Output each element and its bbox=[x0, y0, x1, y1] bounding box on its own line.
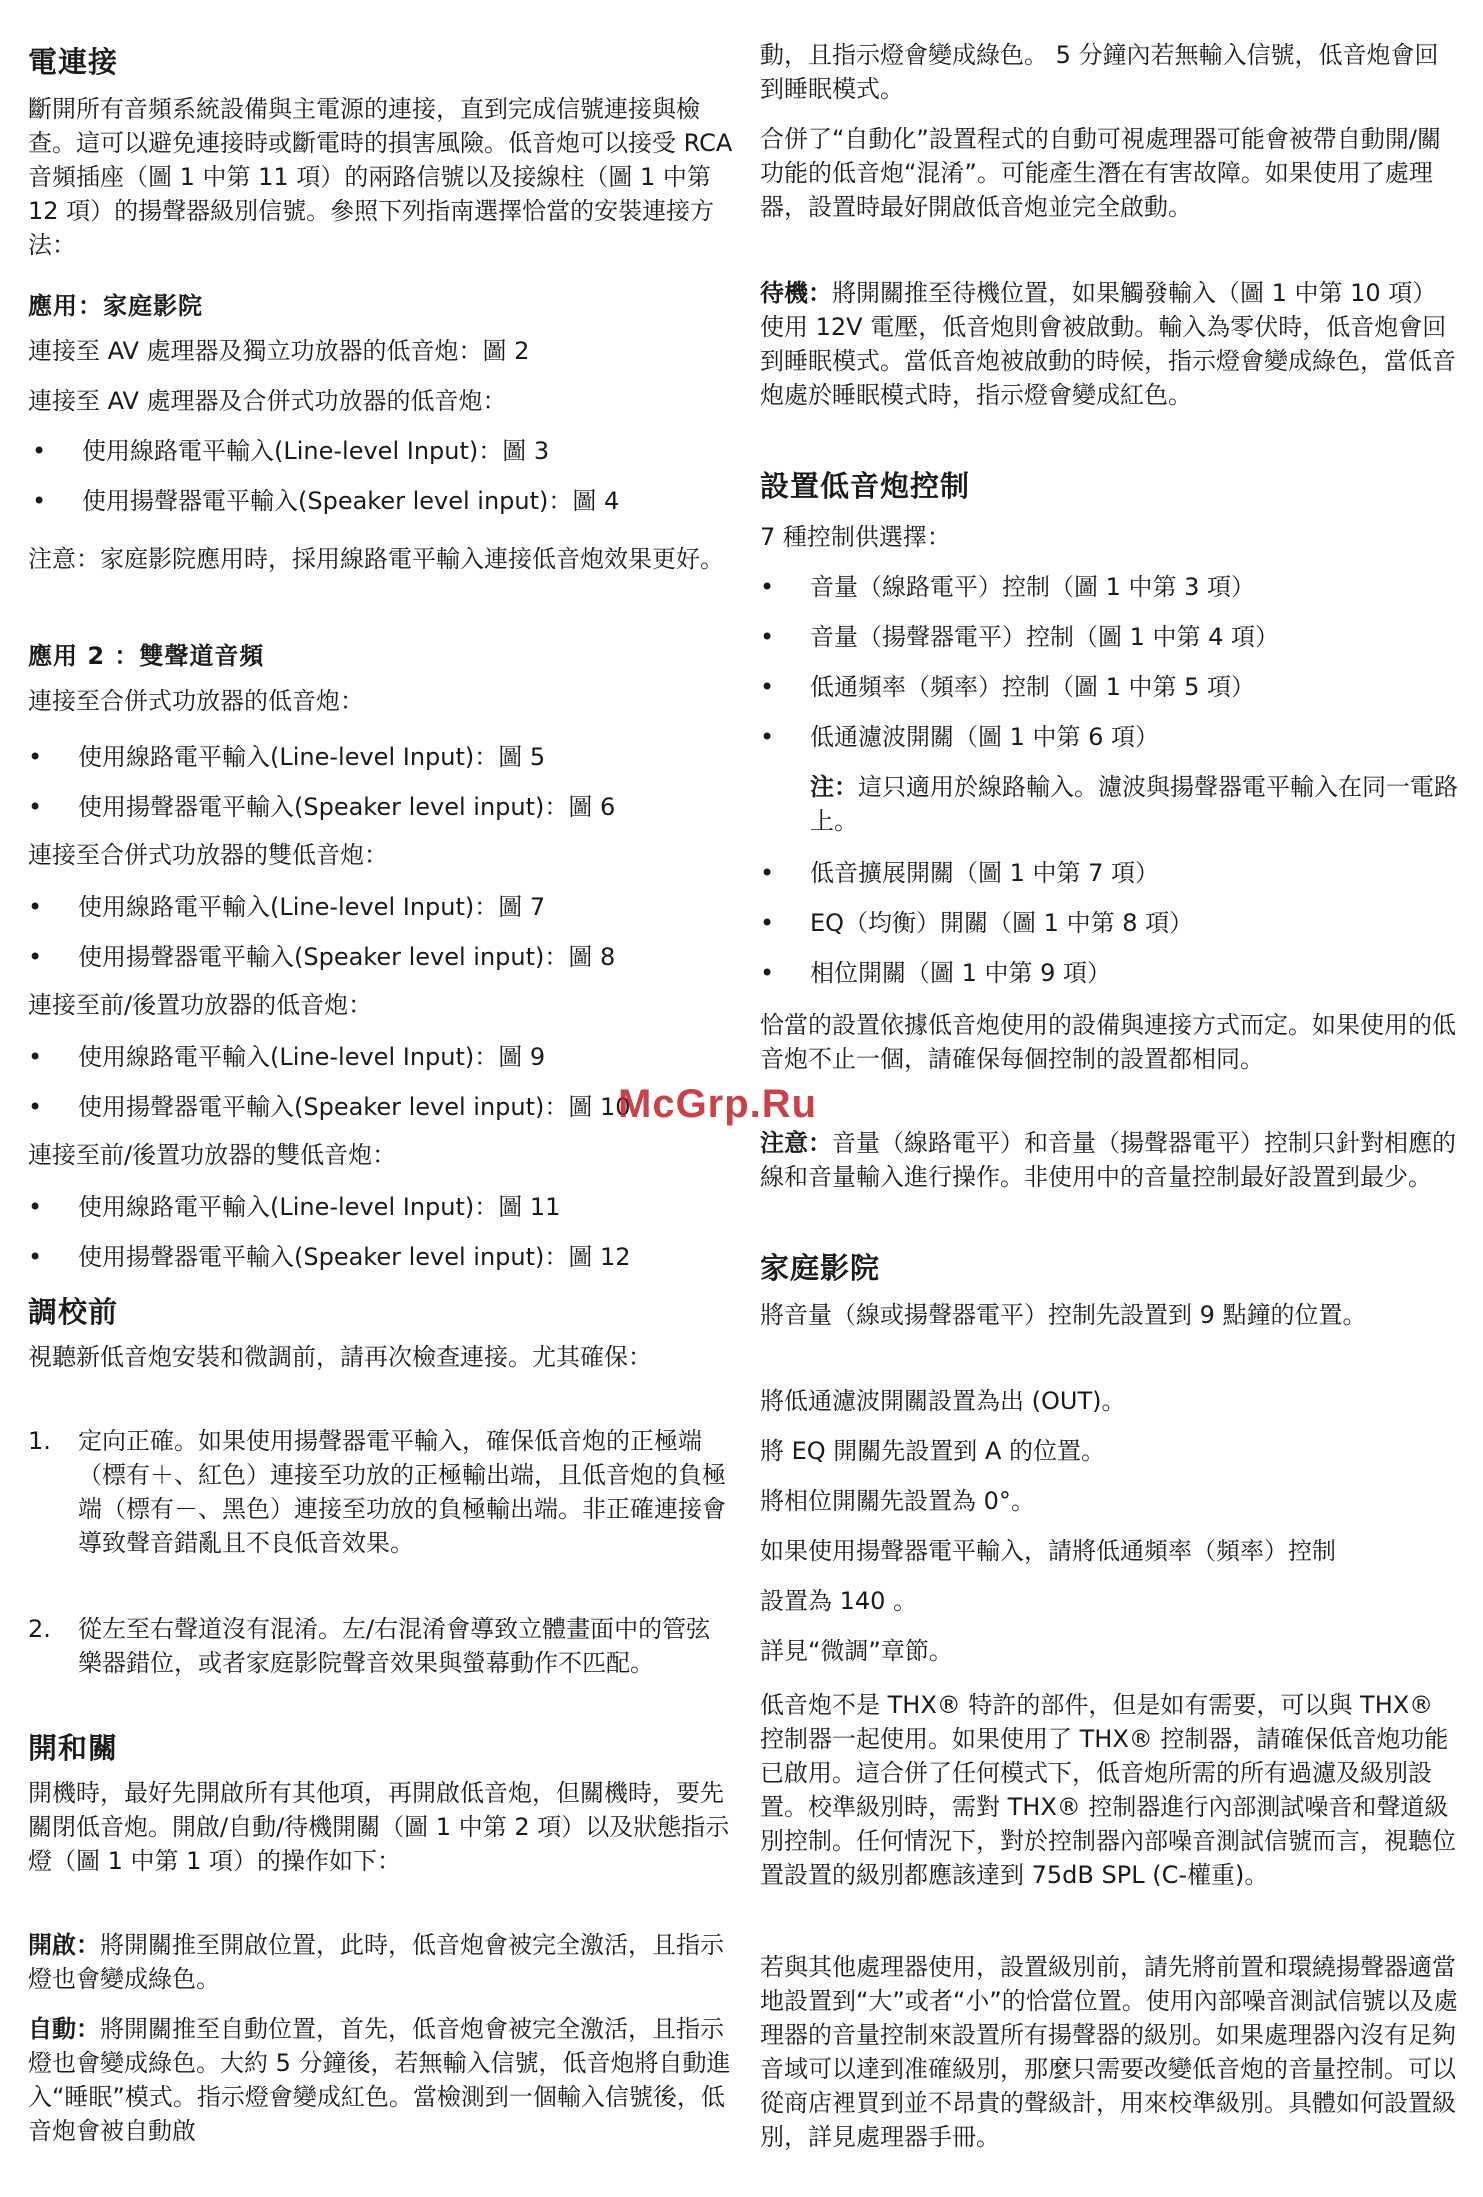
home-step-see-fine-tuning: 詳見“微調”章節。 bbox=[760, 1637, 953, 1665]
list-item bbox=[760, 956, 1460, 990]
list-item bbox=[760, 670, 1460, 704]
line-app1-separate-amp: 連接至 AV 處理器及獨立功放器的低音炮：圖 2 bbox=[28, 337, 530, 365]
list-item bbox=[28, 1190, 734, 1224]
list-item-text: EQ（均衡）開關（圖 1 中第 8 項） bbox=[810, 909, 1194, 937]
paragraph-before-tuning: 視聽新低音炮安裝和微調前，請再次檢查連接。尤其確保： bbox=[28, 1343, 652, 1371]
heading-app2-two-channel: 應用 2 ：雙聲道音頻 bbox=[28, 642, 265, 670]
paragraph-other-processors: 若與其他處理器使用，設置級別前，請先將前置和環繞揚聲器適當地設置到“大”或者“小”的恰當位置。使用內部噪音測試信號以及處理器的音量控制來設置所有揚聲器的級別。如果處理器內沒有足夠音域可以達到准確級別，那麼只需要改變低音炮的音量控制。可以從商店裡買到並不昂貴的聲級計，用來校準級別。具體如何設置級別，詳見處理器手冊。 bbox=[760, 1953, 1458, 2151]
list-item-text: 使用揚聲器電平輸入(Speaker level input)：圖 6 bbox=[78, 793, 616, 821]
heading-app-home-theater: 應用：家庭影院 bbox=[28, 292, 203, 320]
bullet: • bbox=[28, 1193, 43, 1221]
paragraph-connection-intro: 斷開所有音頻系統設備與主電源的連接，直到完成信號連接與檢查。這可以避免連接時或斷電時的損害風險。低音炮可以接受 RCA 音頻插座（圖 1 中第 11 項）的兩路信號以及接線柱（圖 1 中第 12 項）的揚聲器級別信號。參照下列指南選擇恰當的安裝連接方法： bbox=[28, 95, 733, 259]
list-item-text: 使用線路電平輸入(Line-level Input)：圖 3 bbox=[82, 437, 550, 465]
watermark: McGrp.Ru bbox=[618, 1082, 818, 1126]
text-attention: 音量（線路電平）和音量（揚聲器電平）控制只針對相應的線和音量輸入進行操作。非使用中的音量控制最好設置到最少。 bbox=[760, 1129, 1456, 1191]
note-filter-switch bbox=[810, 770, 1460, 838]
bullet: • bbox=[760, 673, 775, 701]
group-prepower-dual: 連接至前/後置功放器的雙低音炮： bbox=[28, 1141, 397, 1169]
note-home-theater: 注意：家庭影院應用時，採用線路電平輸入連接低音炮效果更好。 bbox=[28, 545, 724, 573]
group-integrated-dual: 連接至合併式功放器的雙低音炮： bbox=[28, 841, 388, 869]
home-step-lowpass: 將低通濾波開關設置為出 (OUT)。 bbox=[760, 1387, 1126, 1415]
list-item bbox=[28, 890, 734, 924]
numbered-item bbox=[28, 1424, 734, 1560]
list-item bbox=[760, 906, 1460, 940]
paragraph-thx: 低音炮不是 THX® 特許的部件，但是如有需要，可以與 THX® 控制器一起使用。如果使用了 THX® 控制器，請確保低音炮功能已啟用。這合併了任何模式下，低音炮所需的所有過濾及級別設置。校準級別時，需對 THX® 控制器進行內部測試噪音和聲道級別控制。任何情況下，對於控制器內部噪音測試信號而言，視聽位置設置的級別都應該達到 75dB SPL (C-權重)。 bbox=[760, 1691, 1456, 1889]
item-text: 從左至右聲道沒有混淆。左/右混淆會導致立體畫面中的管弦樂器錯位，或者家庭影院聲音效果與螢幕動作不匹配。 bbox=[78, 1615, 711, 1677]
list-item bbox=[32, 484, 734, 518]
list-item-text: 低通濾波開關（圖 1 中第 6 項） bbox=[810, 723, 1160, 751]
text-on: 將開關推至開啟位置，此時，低音炮會被完全激活，且指示燈也會變成綠色。 bbox=[28, 1931, 724, 1993]
label-auto: 自動： bbox=[28, 2015, 100, 2043]
label-note: 注： bbox=[810, 773, 858, 801]
paragraph-auto-continued: 動，且指示燈會變成綠色。 5 分鐘內若無輸入信號，低音炮會回到睡眠模式。 bbox=[760, 41, 1439, 103]
list-item bbox=[760, 570, 1460, 604]
bullet: • bbox=[32, 437, 47, 465]
heading-electrical-connection: 電連接 bbox=[28, 45, 119, 79]
group-integrated-single: 連接至合併式功放器的低音炮： bbox=[28, 687, 364, 715]
bullet: • bbox=[28, 1243, 43, 1271]
group-prepower-single: 連接至前/後置功放器的低音炮： bbox=[28, 991, 373, 1019]
bullet: • bbox=[760, 723, 775, 751]
paragraph-controls-intro: 7 種控制供選擇： bbox=[760, 523, 951, 551]
home-step-frequency-value: 設置為 140 。 bbox=[760, 1587, 918, 1615]
list-item bbox=[760, 620, 1460, 654]
list-item-text: 使用揚聲器電平輸入(Speaker level input)：圖 4 bbox=[82, 487, 620, 515]
list-item bbox=[760, 720, 1460, 754]
heading-home-theater: 家庭影院 bbox=[760, 1251, 881, 1285]
item-text: 定向正確。如果使用揚聲器電平輸入，確保低音炮的正極端（標有＋、紅色）連接至功放的正極輸出端，且低音炮的負極端（標有－、黑色）連接至功放的負極輸出端。非正確連接會導致聲音錯亂且不良低音效果。 bbox=[78, 1427, 726, 1557]
item-number: 1. bbox=[28, 1427, 51, 1455]
list-item bbox=[28, 940, 734, 974]
list-item-text: 低通頻率（頻率）控制（圖 1 中第 5 項） bbox=[810, 673, 1256, 701]
list-item-text: 使用揚聲器電平輸入(Speaker level input)：圖 8 bbox=[78, 943, 616, 971]
paragraph-volume-note bbox=[760, 1126, 1460, 1194]
label-on: 開啟： bbox=[28, 1931, 100, 1959]
list-item-text: 使用線路電平輸入(Line-level Input)：圖 11 bbox=[78, 1193, 561, 1221]
list-item bbox=[28, 1240, 734, 1274]
bullet: • bbox=[28, 743, 43, 771]
bullet: • bbox=[28, 1093, 43, 1121]
home-step-frequency: 如果使用揚聲器電平輸入，請將低通頻率（頻率）控制 bbox=[760, 1537, 1336, 1565]
list-item-text: 音量（線路電平）控制（圖 1 中第 3 項） bbox=[810, 573, 1256, 601]
list-item bbox=[28, 1040, 734, 1074]
bullet: • bbox=[760, 909, 775, 937]
list-item-text: 使用揚聲器電平輸入(Speaker level input)：圖 12 bbox=[78, 1243, 631, 1271]
paragraph-merge-warning: 合併了“自動化”設置程式的自動可視處理器可能會被帶自動開/關功能的低音炮“混淆”。可能產生潛在有害故障。如果使用了處理器，設置時最好開啟低音炮並完全啟動。 bbox=[760, 125, 1441, 221]
bullet: • bbox=[760, 859, 775, 887]
list-item-text: 相位開關（圖 1 中第 9 項） bbox=[810, 959, 1112, 987]
bullet: • bbox=[32, 487, 47, 515]
text-note: 這只適用於線路輸入。濾波與揚聲器電平輸入在同一電路上。 bbox=[810, 773, 1458, 835]
heading-set-controls: 設置低音炮控制 bbox=[760, 469, 971, 503]
list-item-text: 使用線路電平輸入(Line-level Input)：圖 5 bbox=[78, 743, 546, 771]
paragraph-proper-settings: 恰當的設置依據低音炮使用的設備與連接方式而定。如果使用的低音炮不止一個，請確保每個控制的設置都相同。 bbox=[760, 1011, 1456, 1073]
bullet: • bbox=[28, 943, 43, 971]
bullet: • bbox=[760, 573, 775, 601]
home-step-volume: 將音量（線或揚聲器電平）控制先設置到 9 點鐘的位置。 bbox=[760, 1301, 1367, 1329]
paragraph-standby-mode bbox=[760, 276, 1460, 412]
home-step-phase: 將相位開關先設置為 0°。 bbox=[760, 1487, 1035, 1515]
list-item-text: 音量（揚聲器電平）控制（圖 1 中第 4 項） bbox=[810, 623, 1280, 651]
list-item-text: 使用揚聲器電平輸入(Speaker level input)：圖 10 bbox=[78, 1093, 631, 1121]
text-auto: 將開關推至自動位置，首先，低音炮會被完全激活，且指示燈也會變成綠色。大約 5 分鐘後，若無輸入信號，低音炮將自動進入“睡眠”模式。指示燈會變成紅色。當檢測到一個輸入信號後，低音炮會被自動啟 bbox=[28, 2015, 731, 2145]
heading-on-off: 開和關 bbox=[28, 1731, 119, 1765]
heading-before-tuning: 調校前 bbox=[28, 1295, 119, 1329]
list-item-text: 使用線路電平輸入(Line-level Input)：圖 7 bbox=[78, 893, 546, 921]
label-standby: 待機： bbox=[760, 279, 832, 307]
list-item bbox=[28, 740, 734, 774]
text-standby: 將開關推至待機位置，如果觸發輸入（圖 1 中第 10 項）使用 12V 電壓，低音炮則會被啟動。輸入為零伏時，低音炮會回到睡眠模式。當低音炮被啟動的時候，指示燈會變成綠色，當低音炮處於睡眠模式時，指示燈會變成紅色。 bbox=[760, 279, 1456, 409]
line-app1-integrated-amp: 連接至 AV 處理器及合併式功放器的低音炮： bbox=[28, 387, 507, 415]
list-item bbox=[28, 790, 734, 824]
bullet: • bbox=[760, 623, 775, 651]
list-item-text: 低音擴展開關（圖 1 中第 7 項） bbox=[810, 859, 1160, 887]
paragraph-on-mode bbox=[28, 1928, 734, 1996]
list-item bbox=[32, 434, 734, 468]
paragraph-auto-mode bbox=[28, 2012, 734, 2148]
bullet: • bbox=[28, 1043, 43, 1071]
list-item-text: 使用線路電平輸入(Line-level Input)：圖 9 bbox=[78, 1043, 546, 1071]
label-attention: 注意： bbox=[760, 1129, 832, 1157]
list-item bbox=[760, 856, 1460, 890]
bullet: • bbox=[28, 793, 43, 821]
numbered-item bbox=[28, 1612, 734, 1680]
paragraph-on-off: 開機時，最好先開啟所有其他項，再開啟低音炮，但關機時，要先關閉低音炮。開啟/自動/待機開關（圖 1 中第 2 項）以及狀態指示燈（圖 1 中第 1 項）的操作如下： bbox=[28, 1779, 730, 1875]
item-number: 2. bbox=[28, 1615, 51, 1643]
home-step-eq: 將 EQ 開關先設置到 A 的位置。 bbox=[760, 1437, 1105, 1465]
bullet: • bbox=[28, 893, 43, 921]
bullet: • bbox=[760, 959, 775, 987]
